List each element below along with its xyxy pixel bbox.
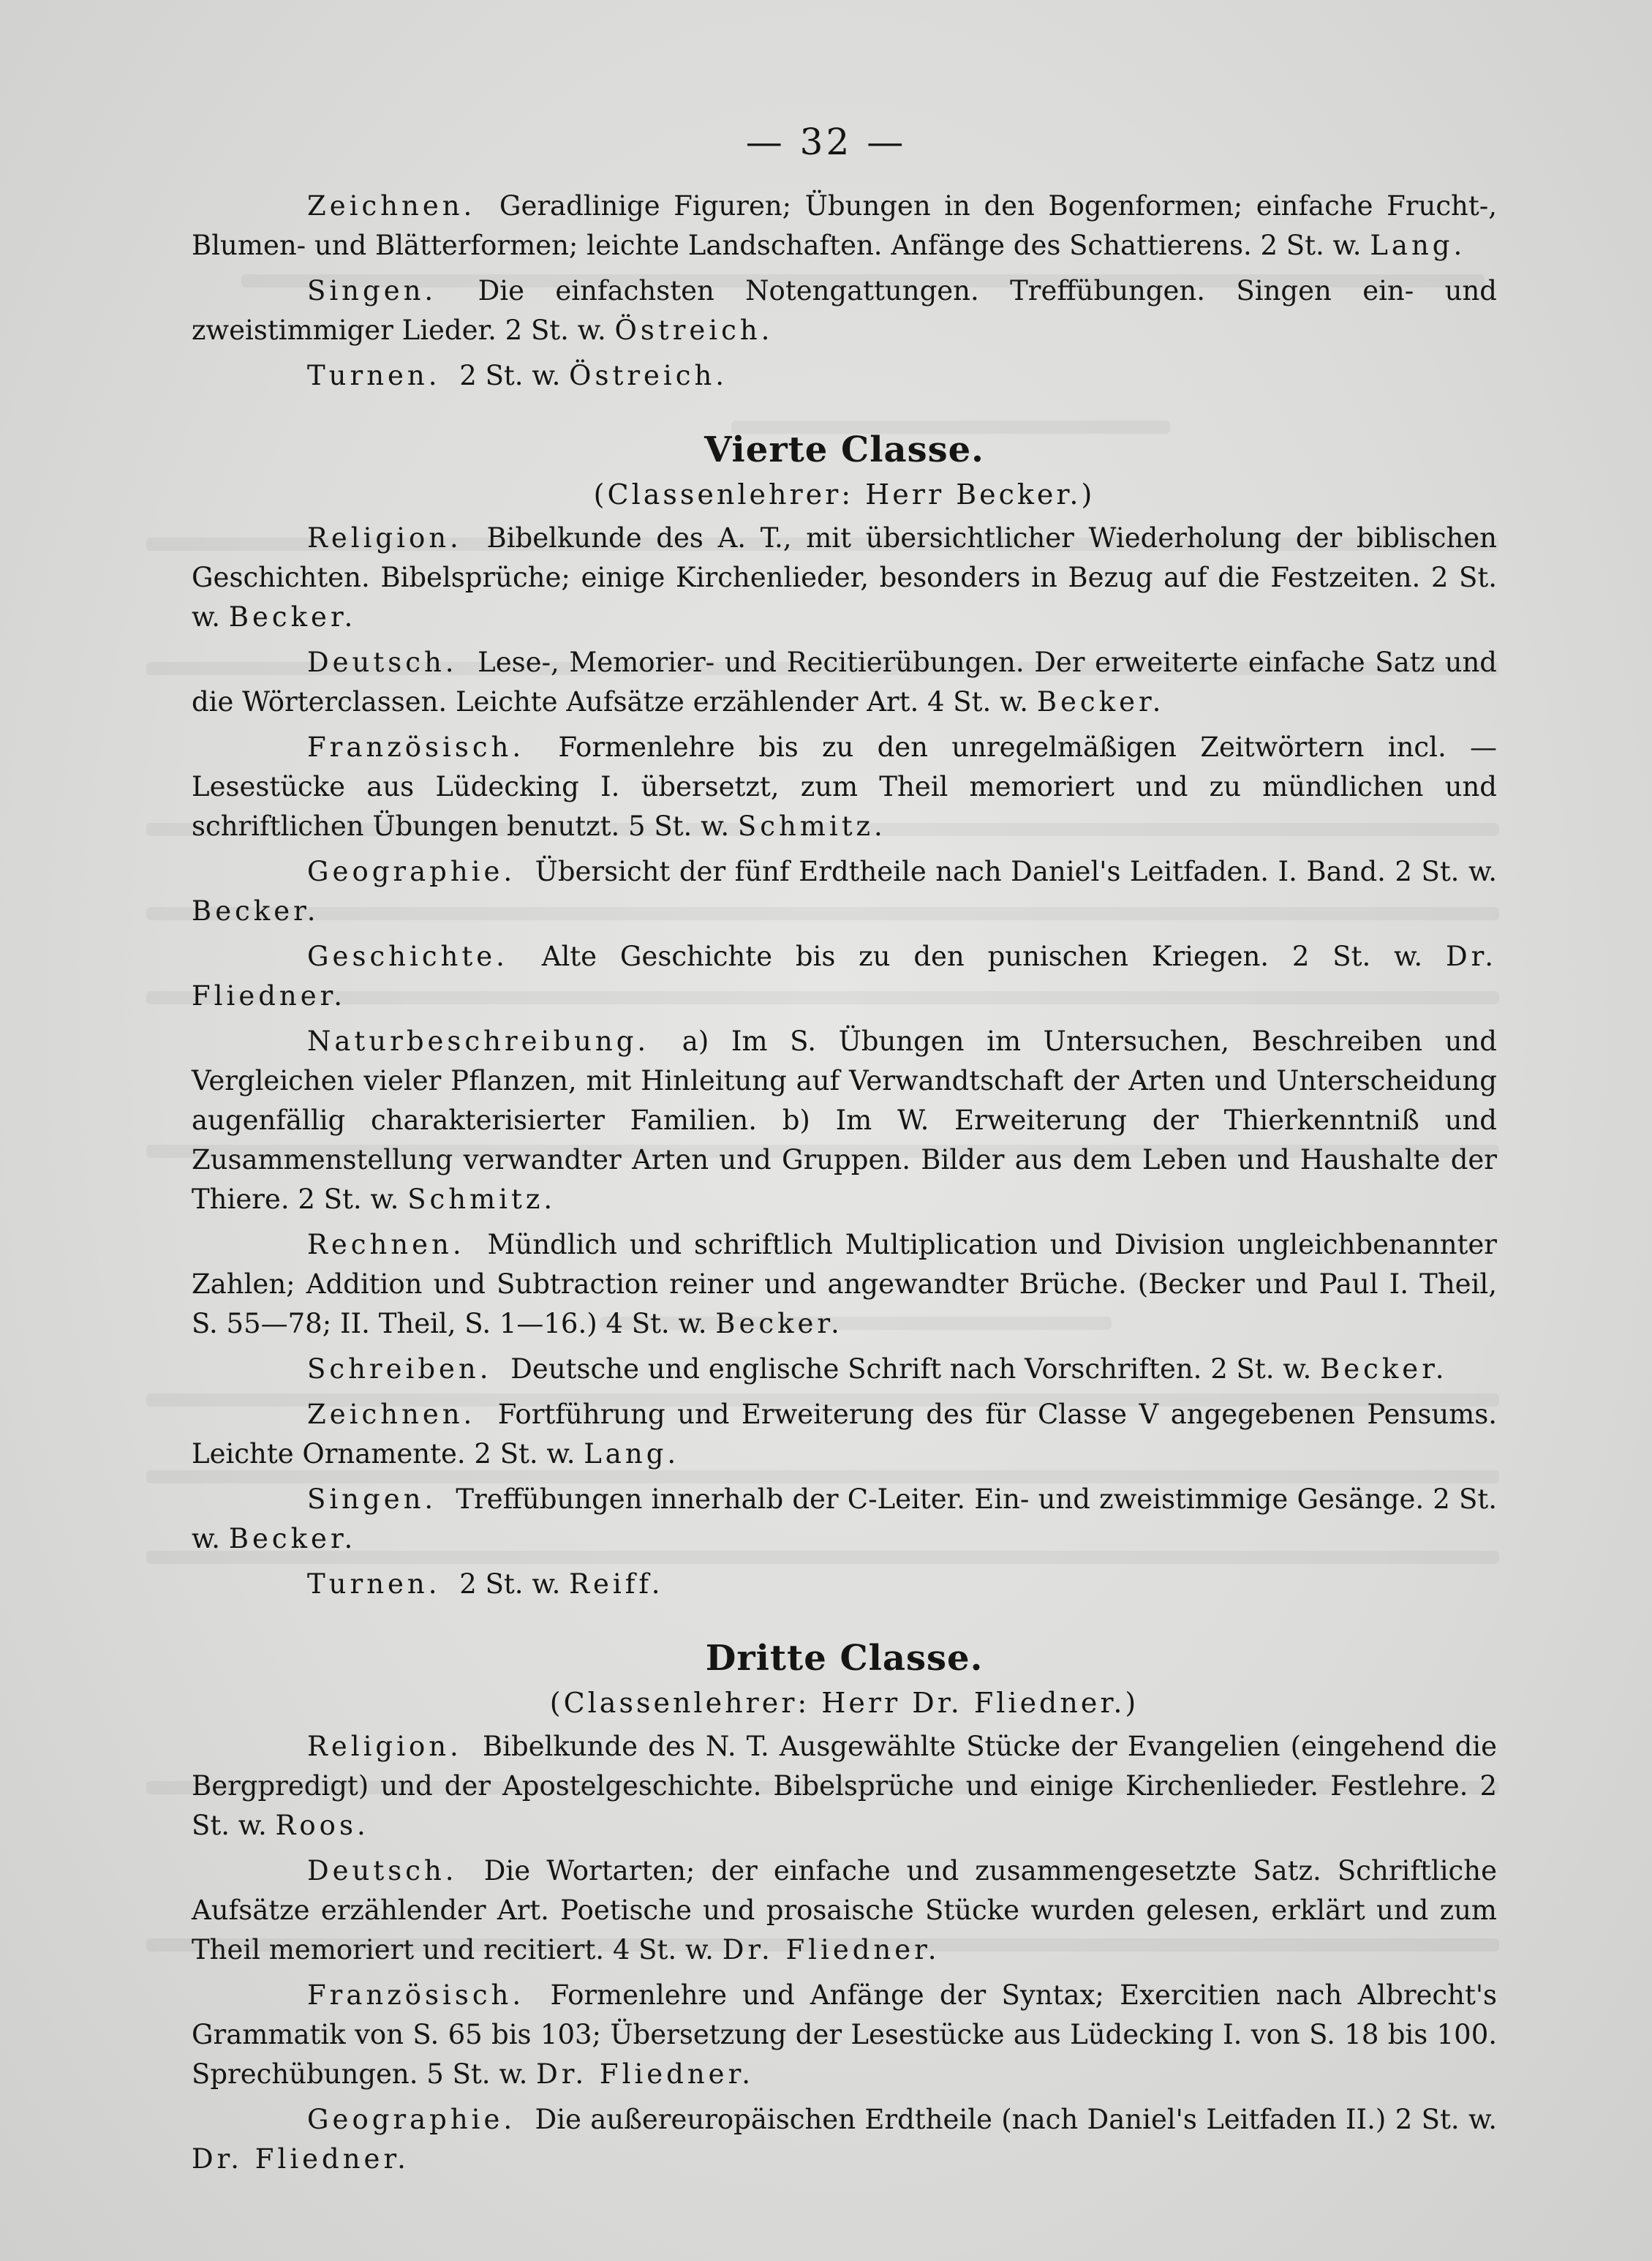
teacher-name: Lang. [1370, 230, 1466, 261]
subject-description: Übersicht der fünf Erdtheile nach Daniel's Leitfaden. I. Band. 2 St. w. [535, 856, 1497, 887]
section-heading: Vierte Classe. [704, 429, 984, 470]
subject-entry [192, 728, 1497, 846]
subject-description: Deutsche und englische Schrift nach Vorschriften. 2 St. w. [510, 1353, 1312, 1385]
subject-entry [192, 1225, 1497, 1344]
subject-entry [192, 1022, 1497, 1219]
subject-name: Schreiben. [307, 1353, 492, 1385]
subject-name: Naturbeschreibung. [307, 1026, 650, 1057]
subject-entry [192, 1976, 1497, 2094]
subject-description: Mündlich und schriftlich Multiplication und Division ungleichbenannter Zahlen; Addition und Subtraction reiner und angewandter Brüche. (Becker und Paul I. Theil, S. 55—78; II. Theil, S. 1—16.) 4 St. w. [192, 1229, 1497, 1339]
subject-entry [192, 1851, 1497, 1970]
subject-name: Zeichnen. [307, 1399, 476, 1430]
subject-name: Turnen. [307, 360, 441, 391]
subject-entry [192, 1395, 1497, 1474]
subject-description: Die einfachsten Notengattungen. Treffübungen. Singen ein- und zweistimmiger Lieder. 2 St. w. [192, 275, 1497, 346]
subject-name: Religion. [307, 1731, 462, 1762]
subject-description: Geradlinige Figuren; Übungen in den Bogenformen; einfache Frucht-, Blumen- und Blätterformen; leichte Landschaften. Anfänge des Schattierens. 2 St. w. [192, 190, 1498, 261]
page-content [192, 187, 1497, 2185]
subject-name: Französisch. [307, 1979, 525, 2011]
teacher-name: Becker. [228, 1523, 357, 1554]
subject-description: 2 St. w. [459, 1568, 561, 1600]
teacher-name: Östreich. [614, 315, 774, 346]
teacher-name: Dr. Fliedner. [192, 2143, 410, 2175]
section-subheading: (Classenlehrer: Herr Dr. Fliedner.) [549, 1687, 1139, 1719]
subject-entry [192, 852, 1497, 931]
subject-name: Singen. [307, 1483, 437, 1515]
subject-entry [192, 356, 1497, 396]
teacher-name: Becker. [192, 895, 320, 927]
subject-name: Geschichte. [307, 941, 508, 972]
teacher-name: Roos. [275, 1810, 369, 1841]
subject-entry [192, 187, 1497, 266]
teacher-name: Dr. Fliedner. [536, 2058, 754, 2090]
subject-name: Zeichnen. [307, 190, 476, 222]
subject-entry [192, 1727, 1497, 1846]
subject-description: Die außereuropäischen Erdtheile (nach Daniel's Leitfaden II.) 2 St. w. [535, 2104, 1497, 2135]
teacher-name: Becker. [1036, 686, 1165, 718]
subject-name: Geographie. [307, 856, 516, 887]
subject-entry [192, 1480, 1497, 1559]
subject-description: Bibelkunde des A. T., mit übersichtlicher Wiederholung der biblischen Geschichten. Bibelsprüche; einige Kirchenlieder, besonders in Bezug auf die Festzeiten. 2 St. w. [192, 522, 1498, 633]
teacher-name: Dr. Fliedner. [192, 941, 1497, 1012]
subject-name: Geographie. [307, 2104, 516, 2135]
subject-description: Lese-, Memorier- und Recitierübungen. Der erweiterte einfache Satz und die Wörterclassen. Leichte Aufsätze erzählender Art. 4 St. w. [192, 647, 1497, 718]
teacher-name: Becker. [715, 1308, 843, 1339]
subject-description: 2 St. w. [459, 360, 561, 391]
subject-description: a) Im S. Übungen im Untersuchen, Beschreiben und Vergleichen vieler Pflanzen, mit Hinleitung auf Verwandtschaft der Arten und Unterscheidung augenfällig charakterisierter Familien. b) Im W. Erweiterung der Thierkenntniß und Zusammenstellung verwandter Arten und Gruppen. Bilder aus dem Leben und Haushalte der Thiere. 2 St. w. [192, 1026, 1497, 1215]
subject-name: Deutsch. [307, 647, 458, 678]
teacher-name: Schmitz. [407, 1184, 557, 1215]
teacher-name: Schmitz. [737, 810, 886, 842]
subject-description: Bibelkunde des N. T. Ausgewählte Stücke der Evangelien (eingehend die Bergpredigt) und der Apostelgeschichte. Bibelsprüche und einige Kirchenlieder. Festlehre. 2 St. w. [192, 1731, 1498, 1841]
teacher-name: Dr. Fliedner. [722, 1934, 940, 1965]
section-subheading: (Classenlehrer: Herr Becker.) [593, 478, 1095, 511]
subject-name: Religion. [307, 522, 462, 554]
page-number: — 32 — [745, 121, 907, 163]
subject-entry [192, 1350, 1497, 1389]
subject-name: Rechnen. [307, 1229, 465, 1260]
subject-description: Fortführung und Erweiterung des für Classe V angegebenen Pensums. Leichte Ornamente. 2 St. w. [192, 1399, 1497, 1470]
subject-name: Turnen. [307, 1568, 441, 1600]
subject-entry [192, 271, 1497, 350]
subject-entry [192, 1565, 1497, 1604]
teacher-name: Becker. [228, 601, 357, 633]
section-heading: Dritte Classe. [705, 1638, 984, 1679]
subject-name: Deutsch. [307, 1855, 458, 1886]
subject-entry [192, 519, 1497, 637]
subject-entry [192, 643, 1497, 722]
subject-description: Formenlehre und Anfänge der Syntax; Exercitien nach Albrecht's Grammatik von S. 65 bis 103; Übersetzung der Lesestücke aus Lüdecking I. von S. 18 bis 100. Sprechübungen. 5 St. w. [192, 1979, 1497, 2090]
subject-entry [192, 937, 1497, 1016]
subject-description: Alte Geschichte bis zu den punischen Kriegen. 2 St. w. [541, 941, 1423, 972]
subject-name: Singen. [307, 275, 437, 306]
subject-description: Treffübungen innerhalb der C-Leiter. Ein- und zweistimmige Gesänge. 2 St. w. [192, 1483, 1498, 1554]
teacher-name: Östreich. [569, 360, 728, 391]
subject-description: Formenlehre bis zu den unregelmäßigen Zeitwörtern incl. — Lesestücke aus Lüdecking I. übersetzt, zum Theil memoriert und zu mündlichen und schriftlichen Übungen benutzt. 5 St. w. [192, 731, 1497, 842]
teacher-name: Reiff. [569, 1568, 664, 1600]
teacher-name: Lang. [584, 1438, 680, 1470]
subject-entry [192, 2100, 1497, 2179]
subject-description: Die Wortarten; der einfache und zusammengesetzte Satz. Schriftliche Aufsätze erzählender Art. Poetische und prosaische Stücke wurden gelesen, erklärt und zum Theil memoriert und recitiert. 4 St. w. [192, 1855, 1498, 1965]
teacher-name: Becker. [1320, 1353, 1448, 1385]
subject-name: Französisch. [307, 731, 525, 763]
